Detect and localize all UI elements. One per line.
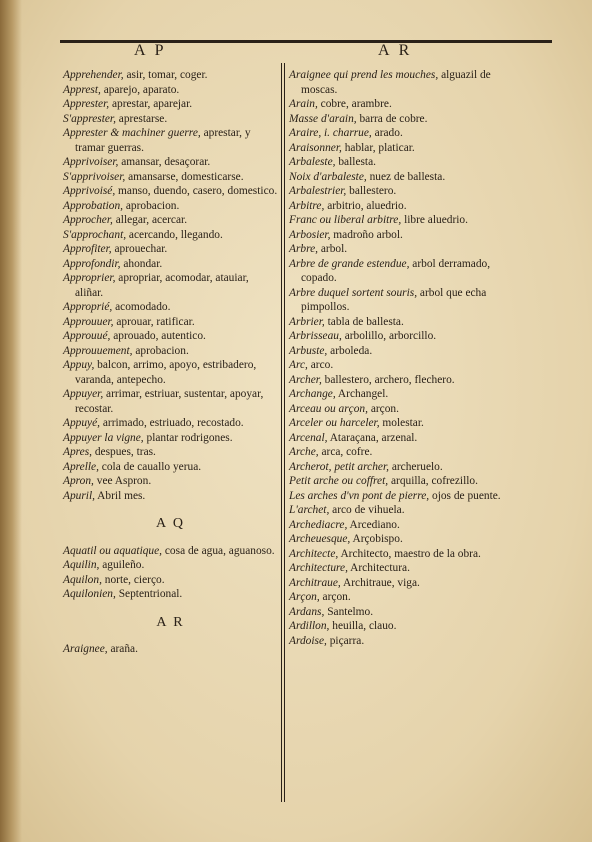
definition: hablar, platicar. xyxy=(341,141,415,154)
dictionary-entry xyxy=(63,271,278,300)
dictionary-entry xyxy=(289,344,506,359)
dictionary-entry xyxy=(63,97,278,112)
definition: arrimar, estriuar, sustentar, apoyar, recostar. xyxy=(75,388,264,415)
definition: cola de cauallo yerua. xyxy=(98,460,202,473)
definition: arco de vihuela. xyxy=(329,504,405,516)
dictionary-entry xyxy=(289,561,506,576)
headword: Apprester, xyxy=(63,98,110,110)
headword: Aquatil ou aquatique, xyxy=(63,544,163,557)
definition: arco. xyxy=(307,359,334,371)
headword: Appuyer, xyxy=(63,388,104,400)
definition: acomodado. xyxy=(112,301,171,313)
dictionary-entry xyxy=(289,547,506,562)
page-gutter-shadow xyxy=(0,0,22,842)
dictionary-entry xyxy=(289,474,506,489)
headword: Archeuesque, xyxy=(289,533,351,545)
section-heading-aq: A Q xyxy=(156,516,185,531)
dictionary-entry xyxy=(289,199,506,214)
right-column xyxy=(289,68,506,648)
dictionary-entry xyxy=(289,315,506,330)
definition: molestar. xyxy=(379,417,424,429)
dictionary-entry xyxy=(289,489,506,504)
headword: Approprié, xyxy=(63,301,113,313)
definition: aprestarse. xyxy=(115,112,168,125)
headword: Arbalestrier, xyxy=(289,185,347,197)
definition: ojos de puente. xyxy=(429,489,501,502)
dictionary-entry xyxy=(63,242,278,257)
dictionary-entry xyxy=(289,619,506,634)
headword: Approcher, xyxy=(63,214,113,226)
headword: Aquilon, xyxy=(63,573,102,586)
headword: Arain, xyxy=(289,98,318,110)
definition: amansar, desaçorar. xyxy=(118,156,211,168)
dictionary-entry xyxy=(289,228,506,243)
definition: cobre, arambre. xyxy=(317,98,392,110)
dictionary-entry xyxy=(63,431,278,446)
dictionary-entry xyxy=(289,68,506,97)
dictionary-entry xyxy=(63,329,278,344)
definition: aprestar, aparejar. xyxy=(109,98,193,110)
headword: Architecture, xyxy=(289,562,348,574)
headword: Approbation, xyxy=(63,199,124,212)
entry-list xyxy=(63,68,278,503)
definition: apropriar, acomodar, atauiar, aliñar. xyxy=(75,272,249,299)
headword: Ardillon, xyxy=(289,620,330,632)
dictionary-entry xyxy=(289,329,506,344)
headword: Arceau ou arçon, xyxy=(289,402,368,415)
headword: Apres, xyxy=(63,446,92,458)
dictionary-entry xyxy=(289,576,506,591)
headword: Arçon, xyxy=(289,591,320,603)
left-column xyxy=(63,68,278,657)
definition: arbol que echa pimpollos. xyxy=(301,286,487,313)
definition: norte, cierço. xyxy=(101,573,165,586)
headword: Apprester & machiner guerre, xyxy=(63,127,201,139)
definition: Archangel. xyxy=(335,388,389,400)
definition: nuez de ballesta. xyxy=(366,170,446,183)
definition: Santelmo. xyxy=(324,605,374,618)
definition: heuilla, clauo. xyxy=(329,620,397,632)
definition: arbol. xyxy=(318,243,348,255)
dictionary-entry xyxy=(63,489,278,504)
headword: Arc, xyxy=(289,359,308,371)
headword: Araignee qui prend les mouches, xyxy=(289,69,439,81)
headword: Apron, xyxy=(63,475,94,487)
definition: manso, duendo, casero, domestico. xyxy=(115,185,278,197)
definition: aprestar, y tramar guerras. xyxy=(75,127,251,154)
headword: Approprier, xyxy=(63,272,116,284)
dictionary-entry xyxy=(63,170,278,185)
dictionary-entry xyxy=(289,402,506,417)
definition: ahondar. xyxy=(120,257,163,270)
column-rule xyxy=(284,63,285,802)
headword: Araignee, xyxy=(63,643,108,655)
headword: Architraue, xyxy=(289,576,341,589)
headword: Arbuste, xyxy=(289,344,328,357)
definition: piçarra. xyxy=(326,634,365,647)
dictionary-entry xyxy=(289,97,506,112)
dictionary-entry xyxy=(289,445,506,460)
dictionary-entry xyxy=(289,460,506,475)
definition: Arcediano. xyxy=(347,518,400,531)
running-head-right: A R xyxy=(378,42,413,59)
definition: balcon, arrimo, apoyo, estribadero, varanda, antepecho. xyxy=(75,359,257,386)
definition: despues, tras. xyxy=(92,446,156,458)
definition: arbitrio, aluedrio. xyxy=(324,199,407,212)
definition: madroño arbol. xyxy=(330,228,403,241)
dictionary-entry xyxy=(63,416,278,431)
headword: Archediacre, xyxy=(289,518,348,531)
dictionary-entry xyxy=(63,445,278,460)
dictionary-entry xyxy=(289,373,506,388)
definition: barra de cobre. xyxy=(356,112,428,125)
headword: Petit arche ou coffret, xyxy=(289,475,389,487)
definition: plantar rodrigones. xyxy=(143,431,233,444)
dictionary-entry xyxy=(63,358,278,387)
headword: Approuué, xyxy=(63,330,111,342)
definition: arçon. xyxy=(367,402,399,415)
headword: Arbosier, xyxy=(289,228,331,241)
dictionary-entry xyxy=(63,126,278,155)
definition: tabla de ballesta. xyxy=(324,315,404,328)
headword: L'archet, xyxy=(289,504,330,516)
headword: Arbre de grande estendue, xyxy=(289,257,410,270)
dictionary-entry xyxy=(63,112,278,127)
dictionary-entry xyxy=(63,387,278,416)
definition: archeruelo. xyxy=(388,460,443,473)
definition: amansarse, domesticarse. xyxy=(125,170,244,183)
definition: araña. xyxy=(107,643,138,655)
definition: arbolillo, arborcillo. xyxy=(341,330,437,342)
headword: Apuril, xyxy=(63,489,95,502)
headword: Approfiter, xyxy=(63,243,112,255)
headword: Ardans, xyxy=(289,605,325,618)
definition: vee Aspron. xyxy=(93,475,152,487)
dictionary-entry xyxy=(289,518,506,533)
dictionary-entry xyxy=(289,634,506,649)
dictionary-entry xyxy=(289,416,506,431)
headword: Noix d'arbaleste, xyxy=(289,170,367,183)
headword: Apprehender, xyxy=(63,69,124,81)
definition: ballestero. xyxy=(346,185,397,197)
definition: acercando, llegando. xyxy=(126,228,223,241)
dictionary-entry xyxy=(289,155,506,170)
dictionary-entry xyxy=(63,474,278,489)
headword: Araire, i. charrue, xyxy=(289,127,372,139)
definition: alguazil de moscas. xyxy=(301,69,491,96)
definition: Architraue, viga. xyxy=(340,576,420,589)
headword: Aquilonien, xyxy=(63,588,116,600)
entry-list xyxy=(63,642,278,657)
headword: Arbre, xyxy=(289,243,318,255)
headword: S'apprester, xyxy=(63,112,116,125)
dictionary-entry xyxy=(63,642,278,657)
headword: Aquilin, xyxy=(63,559,100,571)
dictionary-entry xyxy=(63,587,278,602)
entry-list xyxy=(63,544,278,602)
dictionary-entry xyxy=(63,155,278,170)
dictionary-entry xyxy=(289,141,506,156)
definition: aguileño. xyxy=(99,559,145,571)
definition: ballesta. xyxy=(335,156,377,168)
dictionary-entry xyxy=(63,558,278,573)
dictionary-entry xyxy=(63,83,278,98)
definition: Abril mes. xyxy=(94,489,146,502)
headword: Arche, xyxy=(289,446,319,458)
headword: Archerot, petit archer, xyxy=(289,460,389,473)
dictionary-entry xyxy=(63,257,278,272)
headword: Approuuement, xyxy=(63,344,133,357)
dictionary-entry xyxy=(289,358,506,373)
dictionary-entry xyxy=(289,112,506,127)
definition: allegar, acercar. xyxy=(112,214,188,226)
headword: Masse d'arain, xyxy=(289,112,357,125)
headword: Araisonner, xyxy=(289,141,342,154)
definition: Ataraçana, arzenal. xyxy=(327,431,418,444)
headword: S'apprivoiser, xyxy=(63,170,126,183)
headword: Arbaleste, xyxy=(289,156,336,168)
definition: cosa de agua, aguanoso. xyxy=(162,544,275,557)
definition: libre aluedrio. xyxy=(401,214,468,226)
dictionary-entry xyxy=(289,503,506,518)
headword: Arbrisseau, xyxy=(289,330,342,342)
dictionary-entry xyxy=(63,213,278,228)
dictionary-entry xyxy=(289,242,506,257)
dictionary-entry xyxy=(289,213,506,228)
definition: arca, cofre. xyxy=(318,446,373,458)
headword: Apprest, xyxy=(63,83,101,96)
definition: aprouechar. xyxy=(111,243,168,255)
dictionary-entry xyxy=(63,344,278,359)
dictionary-entry xyxy=(289,170,506,185)
dictionary-entry xyxy=(63,184,278,199)
dictionary-entry xyxy=(63,315,278,330)
headword: Arbrier, xyxy=(289,315,325,328)
definition: arado. xyxy=(371,127,403,139)
definition: ballestero, archero, flechero. xyxy=(321,373,455,386)
definition: aprouado, autentico. xyxy=(110,330,206,342)
headword: Appuyer la vigne, xyxy=(63,431,144,444)
headword: Apprivoiser, xyxy=(63,156,119,168)
headword: Archer, xyxy=(289,373,322,386)
headword: Franc ou liberal arbitre, xyxy=(289,214,402,226)
entry-list xyxy=(289,68,506,648)
dictionary-entry xyxy=(289,605,506,620)
headword: Archange, xyxy=(289,388,336,400)
dictionary-entry xyxy=(63,300,278,315)
definition: arboleda. xyxy=(327,344,373,357)
dictionary-entry xyxy=(289,184,506,199)
column-rule xyxy=(281,63,282,802)
headword: Architecte, xyxy=(289,547,339,560)
headword: Appuyé, xyxy=(63,417,101,429)
definition: Arçobispo. xyxy=(350,533,403,545)
headword: Aprelle, xyxy=(63,460,99,473)
definition: arrimado, estriuado, recostado. xyxy=(100,417,244,429)
headword: Apprivoisé, xyxy=(63,185,116,197)
headword: Arbitre, xyxy=(289,199,325,212)
definition: Architectura. xyxy=(347,562,410,574)
dictionary-entry xyxy=(289,387,506,402)
dictionary-entry xyxy=(289,590,506,605)
headword: Arcenal, xyxy=(289,431,328,444)
definition: Architecto, maestro de la obra. xyxy=(338,547,481,560)
definition: arquilla, cofrezillo. xyxy=(388,475,478,487)
definition: aprouar, ratificar. xyxy=(113,315,195,328)
dictionary-entry xyxy=(63,68,278,83)
headword: Arceler ou harceler, xyxy=(289,417,380,429)
definition: aparejo, aparato. xyxy=(100,83,180,96)
dictionary-entry xyxy=(289,286,506,315)
dictionary-entry xyxy=(289,257,506,286)
section-heading-ar: A R xyxy=(156,614,185,630)
definition: arçon. xyxy=(319,591,351,603)
headword: Approfondir, xyxy=(63,257,121,270)
definition: arbol derramado, copado. xyxy=(301,257,491,284)
dictionary-entry xyxy=(63,544,278,559)
headword: Appuy, xyxy=(63,359,95,371)
dictionary-entry xyxy=(63,573,278,588)
dictionary-entry xyxy=(289,126,506,141)
definition: asir, tomar, coger. xyxy=(123,69,208,81)
definition: aprobacion. xyxy=(132,344,189,357)
dictionary-entry xyxy=(63,199,278,214)
headword: Les arches d'vn pont de pierre, xyxy=(289,489,430,502)
dictionary-entry xyxy=(63,460,278,475)
dictionary-entry xyxy=(289,431,506,446)
dictionary-entry xyxy=(63,228,278,243)
definition: Septentrional. xyxy=(115,588,183,600)
headword: Approuuer, xyxy=(63,315,114,328)
running-head-left: A P xyxy=(134,42,167,59)
headword: S'approchant, xyxy=(63,228,127,241)
headword: Ardoise, xyxy=(289,634,327,647)
headword: Arbre duquel sortent souris, xyxy=(289,286,418,299)
dictionary-entry xyxy=(289,532,506,547)
definition: aprobacion. xyxy=(123,199,180,212)
